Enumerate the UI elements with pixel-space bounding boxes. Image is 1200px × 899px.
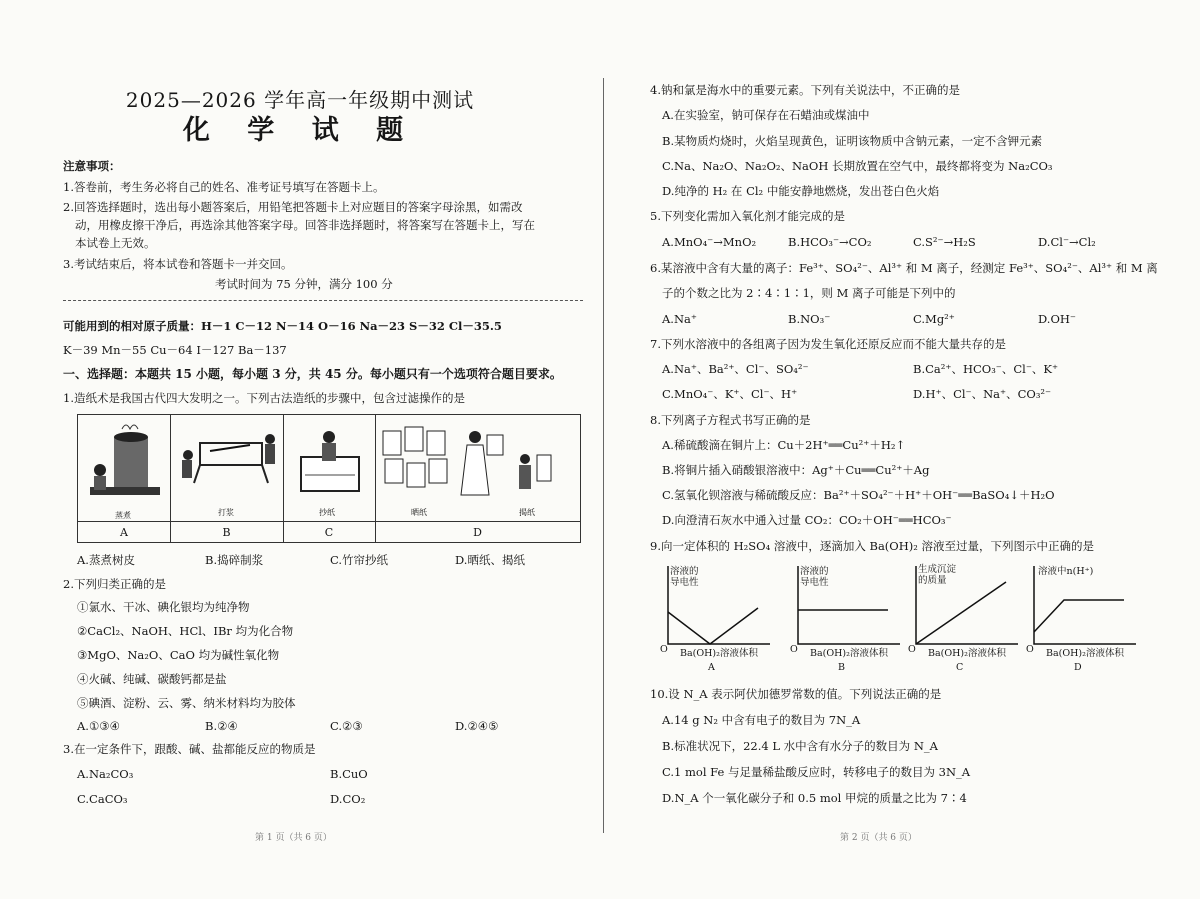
- notes-heading: 注意事项：: [63, 159, 121, 173]
- figure-cell-b: [170, 415, 284, 542]
- q2-option-c: C.②③: [330, 719, 363, 733]
- q1-stem: 1.造纸术是我国古代四大发明之一。下列古法造纸的步骤中，包含过滤操作的是: [63, 391, 465, 405]
- graph-a-xlabel: Ba(OH)₂溶液体积: [680, 648, 758, 659]
- q1-option-d: D.晒纸、揭纸: [455, 553, 525, 567]
- figure-cell-c: [283, 415, 376, 542]
- graph-a-ylabel-2: 导电性: [670, 577, 699, 588]
- graph-b: [788, 562, 908, 672]
- graph-b-label: B: [838, 662, 845, 673]
- q4-option-d: D.纯净的 H₂ 在 Cl₂ 中能安静地燃烧，发出苍白色火焰: [662, 184, 940, 198]
- figure-label-b: B: [222, 526, 231, 539]
- q2-item-5: ⑤碘酒、淀粉、云、雾、纳米材料均为胶体: [77, 696, 296, 710]
- q10-stem: 10.设 N_A 表示阿伏加德罗常数的值。下列说法正确的是: [650, 687, 942, 701]
- q8-stem: 8.下列离子方程式书写正确的是: [650, 413, 811, 427]
- graph-a-origin: O: [660, 644, 668, 655]
- figure-label-c: C: [324, 526, 334, 539]
- q4-stem: 4.钠和氯是海水中的重要元素。下列有关说法中，不正确的是: [650, 83, 960, 97]
- note-2: 2.回答选择题时，选出每小题答案后，用铅笔把答题卡上对应题目的答案字母涂黑，如需改: [63, 200, 523, 214]
- q6-stem-2: 子的个数之比为 2∶4∶1∶1，则 M 离子可能是下列中的: [662, 286, 956, 300]
- note-1: 1.答卷前，考生务必将自己的姓名、准考证号填写在答题卡上。: [63, 180, 385, 194]
- graph-d-xlabel: Ba(OH)₂溶液体积: [1046, 648, 1124, 659]
- caption-steam: 蒸煮: [115, 511, 131, 520]
- graph-b-origin: O: [790, 644, 798, 655]
- caption-peel: 揭纸: [519, 508, 535, 517]
- q1-option-b: B.捣碎制浆: [205, 553, 264, 567]
- q5-option-b: B.HCO₃⁻→CO₂: [788, 235, 872, 249]
- atomic-mass-line2: K－39 Mn－55 Cu－64 I－127 Ba－137: [63, 343, 287, 357]
- q2-item-1: ①氯水、干冰、碘化银均为纯净物: [77, 600, 250, 614]
- graph-b-ylabel-1: 溶液的: [800, 566, 829, 577]
- q6-option-b: B.NO₃⁻: [788, 312, 831, 326]
- q2-option-b: B.②④: [205, 719, 238, 733]
- q2-stem: 2.下列归类正确的是: [63, 577, 166, 591]
- q2-item-4: ④火碱、纯碱、碳酸钙都是盐: [77, 672, 227, 686]
- paper-scooping-illustration: [283, 415, 375, 519]
- figure-cell-d: [375, 415, 580, 542]
- q4-option-b: B.某物质灼烧时，火焰呈现黄色，证明该物质中含钠元素，一定不含钾元素: [662, 134, 1043, 148]
- exam-time: 考试时间为 75 分钟，满分 100 分: [215, 277, 393, 291]
- q10-option-b: B.标准状况下，22.4 L 水中含有水分子的数目为 N_A: [662, 739, 938, 753]
- left-footer: 第 1 页（共 6 页）: [255, 833, 332, 843]
- graph-c-label: C: [956, 662, 964, 673]
- q2-option-a: A.①③④: [77, 719, 120, 733]
- steaming-pot-illustration: [78, 415, 170, 519]
- caption-pulp: 打浆: [218, 508, 234, 517]
- q5-option-a: A.MnO₄⁻→MnO₂: [662, 235, 757, 249]
- q2-option-d: D.②④⑤: [455, 719, 499, 733]
- exam-title: 2025—2026 学年高一年级期中测试: [125, 88, 475, 112]
- graph-c-origin: O: [908, 644, 916, 655]
- divider-line: [63, 300, 583, 301]
- q10-option-a: A.14 g N₂ 中含有电子的数目为 7N_A: [662, 713, 861, 727]
- figure-label-a: A: [120, 526, 128, 539]
- graph-c: [906, 562, 1026, 672]
- q10-option-c: C.1 mol Fe 与足量稀盐酸反应时，转移电子的数目为 3N_A: [662, 765, 971, 779]
- graph-c-ylabel-2: 的质量: [918, 575, 947, 586]
- drying-paper-illustration: [375, 415, 580, 519]
- q10-option-d: D.N_A 个一氧化碳分子和 0.5 mol 甲烷的质量之比为 7∶4: [662, 791, 967, 805]
- q7-stem: 7.下列水溶液中的各组离子因为发生氧化还原反应而不能大量共存的是: [650, 337, 1006, 351]
- q5-option-c: C.S²⁻→H₂S: [913, 235, 976, 249]
- papermaking-figure: [77, 414, 581, 543]
- q3-stem: 3.在一定条件下，跟酸、碱、盐都能反应的物质是: [63, 742, 316, 756]
- graph-b-xlabel: Ba(OH)₂溶液体积: [810, 648, 888, 659]
- q6-option-c: C.Mg²⁺: [913, 312, 955, 326]
- q8-option-b: B.将铜片插入硝酸银溶液中：Ag⁺＋Cu══Cu²⁺＋Ag: [662, 463, 930, 477]
- graph-d-origin: O: [1026, 644, 1034, 655]
- graph-c-xlabel: Ba(OH)₂溶液体积: [928, 648, 1006, 659]
- note-2-cont: 动，用橡皮擦干净后，再选涂其他答案字母。回答非选择题时，将答案写在答题卡上，写在: [75, 218, 535, 232]
- q3-option-b: B.CuO: [330, 767, 368, 781]
- q7-option-d: D.H⁺、Cl⁻、Na⁺、CO₃²⁻: [913, 387, 1052, 401]
- graph-a: [658, 562, 778, 672]
- note-2-end: 本试卷上无效。: [75, 236, 156, 250]
- q8-option-a: A.稀硫酸滴在铜片上：Cu＋2H⁺══Cu²⁺＋H₂↑: [662, 438, 906, 452]
- atomic-mass-line1: 可能用到的相对原子质量：H－1 C－12 N－14 O－16 Na－23 S－32 Cl－35.5: [63, 319, 502, 333]
- q3-option-a: A.Na₂CO₃: [77, 767, 134, 781]
- right-page: [600, 0, 1200, 899]
- q8-option-c: C.氢氧化钡溶液与稀硫酸反应：Ba²⁺＋SO₄²⁻＋H⁺＋OH⁻══BaSO₄↓＋H₂O: [662, 488, 1055, 502]
- q7-option-b: B.Ca²⁺、HCO₃⁻、Cl⁻、K⁺: [913, 362, 1059, 376]
- graph-c-ylabel-1: 生成沉淀: [918, 564, 957, 575]
- q3-option-c: C.CaCO₃: [77, 792, 128, 806]
- subject-title: 化 学 试 题: [182, 115, 418, 146]
- pulping-illustration: [170, 415, 283, 519]
- q2-item-2: ②CaCl₂、NaOH、HCl、IBr 均为化合物: [77, 624, 294, 638]
- q7-option-a: A.Na⁺、Ba²⁺、Cl⁻、SO₄²⁻: [662, 362, 809, 376]
- q2-item-3: ③MgO、Na₂O、CaO 均为碱性氧化物: [77, 648, 280, 662]
- q5-stem: 5.下列变化需加入氧化剂才能完成的是: [650, 209, 845, 223]
- q6-option-a: A.Na⁺: [662, 312, 697, 326]
- q4-option-c: C.Na、Na₂O、Na₂O₂、NaOH 长期放置在空气中，最终都将变为 Na₂CO₃: [662, 159, 1053, 173]
- graph-a-label: A: [708, 662, 715, 673]
- caption-dry: 晒纸: [411, 508, 427, 517]
- q6-stem-1: 6.某溶液中含有大量的离子：Fe³⁺、SO₄²⁻、Al³⁺ 和 M 离子，经测定 Fe³⁺、SO₄²⁻、Al³⁺ 和 M 离: [650, 261, 1158, 275]
- q4-option-a: A.在实验室，钠可保存在石蜡油或煤油中: [662, 108, 870, 122]
- graph-d-label: D: [1074, 662, 1082, 673]
- graph-d: [1024, 562, 1144, 672]
- q1-option-c: C.竹帘抄纸: [330, 553, 389, 567]
- figure-label-d: D: [473, 526, 482, 539]
- graph-b-ylabel-2: 导电性: [800, 577, 829, 588]
- q7-option-c: C.MnO₄⁻、K⁺、Cl⁻、H⁺: [662, 387, 798, 401]
- graph-a-ylabel-1: 溶液的: [670, 566, 699, 577]
- figure-cell-a: [78, 415, 171, 542]
- caption-scoop: 抄纸: [319, 508, 335, 517]
- q3-option-d: D.CO₂: [330, 792, 366, 806]
- q1-option-a: A.蒸煮树皮: [77, 553, 135, 567]
- right-footer: 第 2 页（共 6 页）: [840, 833, 917, 843]
- q6-option-d: D.OH⁻: [1038, 312, 1076, 326]
- q8-option-d: D.向澄清石灰水中通入过量 CO₂：CO₂＋OH⁻══HCO₃⁻: [662, 513, 952, 527]
- q9-stem: 9.向一定体积的 H₂SO₄ 溶液中，逐滴加入 Ba(OH)₂ 溶液至过量，下列图示中正确的是: [650, 539, 1094, 553]
- section-heading: 一、选择题：本题共 15 小题，每小题 3 分，共 45 分。每小题只有一个选项符合题目要求。: [63, 367, 562, 381]
- graph-d-ylabel-1: 溶液中n(H⁺): [1038, 566, 1094, 577]
- note-3: 3.考试结束后，将本试卷和答题卡一并交回。: [63, 257, 293, 271]
- q5-option-d: D.Cl⁻→Cl₂: [1038, 235, 1096, 249]
